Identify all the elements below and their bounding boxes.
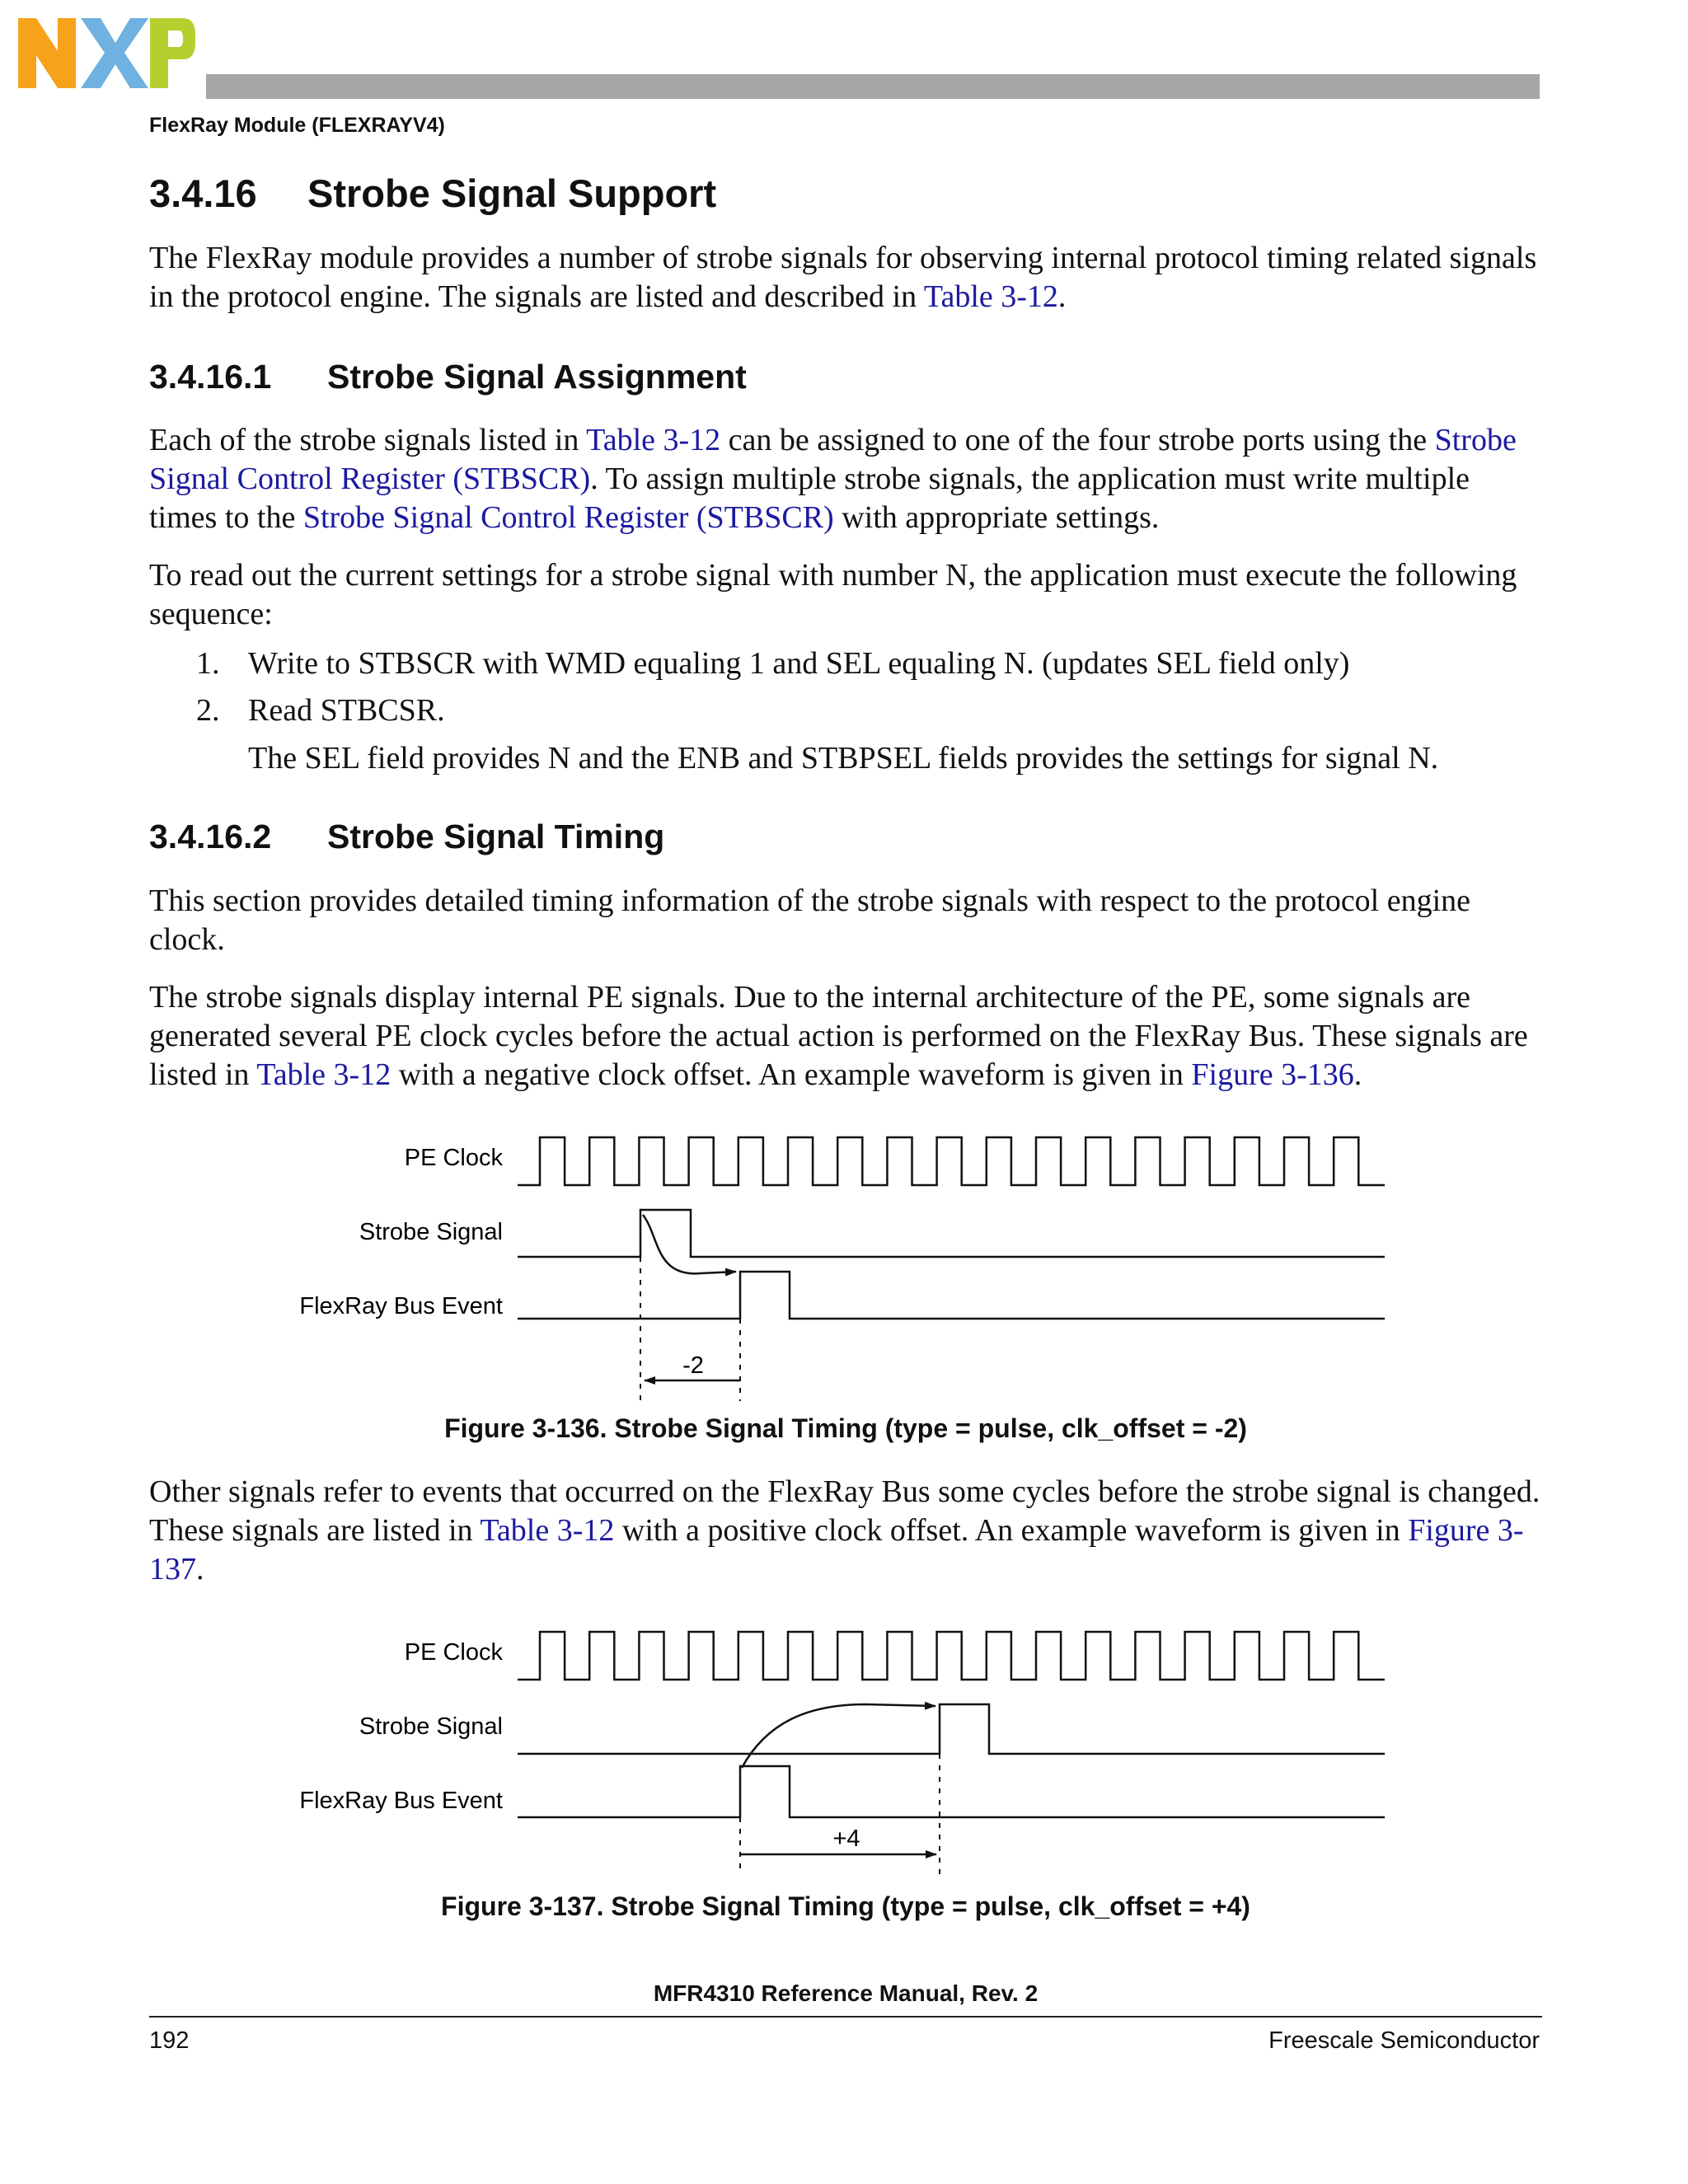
text-run: with a positive clock offset. An example waveform is given in — [614, 1513, 1409, 1548]
section-number: 3.4.16.1 — [149, 358, 272, 396]
subsection-heading — [149, 358, 747, 396]
page-number: 192 — [149, 2027, 190, 2054]
text-run: The strobe signals display internal PE signals. Due to the internal architecture of the PE, some signals are generated several PE clock cycles before the actual action is performed on the FlexRay Bus. These signals are listed in — [149, 980, 1528, 1092]
text-run: . — [1057, 279, 1067, 314]
timing-diagram-positive-offset — [272, 1607, 1401, 1879]
pe-clock-waveform — [518, 1137, 1385, 1185]
text-run: . To assign multiple strobe signals, the application must write multiple times to the — [149, 462, 1470, 535]
header-bar — [206, 74, 1540, 99]
paragraph: To read out the current settings for a strobe signal with number N, the application must execute the following sequence: — [149, 558, 1517, 631]
text-run: The FlexRay module provides a number of strobe signals for observing internal protocol timing related signals in the protocol engine. The signals are listed and described in — [149, 241, 1537, 314]
figure-link[interactable]: Figure 3-137 — [149, 1513, 1524, 1586]
register-link[interactable]: Strobe Signal Control Register (STBSCR) — [149, 423, 1517, 496]
text-run: with a negative clock offset. An example waveform is given in — [391, 1057, 1192, 1092]
paragraph — [149, 978, 1542, 1094]
figure-link[interactable]: Figure 3-136 — [1191, 1057, 1354, 1092]
timing-diagram-negative-offset — [272, 1113, 1401, 1418]
publisher: Freescale Semiconductor — [1268, 2027, 1540, 2054]
subsection-heading — [149, 818, 664, 856]
signal-label-bus-event: FlexRay Bus Event — [299, 1788, 503, 1814]
paragraph: This section provides detailed timing information of the strobe signals with respect to the protocol engine clock. — [149, 883, 1471, 957]
footer-rule — [149, 2016, 1542, 2018]
footer-title: MFR4310 Reference Manual, Rev. 2 — [653, 1980, 1039, 2006]
cause-arrow — [643, 1215, 736, 1273]
paragraph — [149, 239, 1542, 316]
table-link[interactable]: Table 3-12 — [586, 423, 721, 457]
bus-event-waveform — [518, 1272, 1385, 1319]
table-link[interactable]: Table 3-12 — [256, 1057, 392, 1092]
list-text: Write to STBSCR with WMD equaling 1 and SEL equaling N. (updates SEL field only) — [248, 646, 1350, 681]
bus-event-waveform — [518, 1766, 1385, 1817]
section-heading — [149, 171, 716, 216]
signal-label-strobe: Strobe Signal — [359, 1713, 503, 1740]
list-item — [196, 644, 1349, 683]
list-number: 2. — [196, 693, 220, 728]
section-title: Strobe Signal Support — [307, 171, 717, 215]
text-run: Each of the strobe signals listed in — [149, 423, 587, 457]
figure-caption: Figure 3-136. Strobe Signal Timing (type = pulse, clk_offset = -2) — [444, 1413, 1247, 1443]
section-number: 3.4.16.2 — [149, 818, 272, 855]
section-title: Strobe Signal Timing — [327, 818, 665, 855]
signal-label-strobe: Strobe Signal — [359, 1219, 503, 1245]
text-run: Other signals refer to events that occurred on the FlexRay Bus some cycles before the strobe signal is changed. These signals are listed in — [149, 1474, 1540, 1548]
list-note: The SEL field provides N and the ENB and STBPSEL fields provides the settings for signal N. — [248, 741, 1439, 776]
register-link[interactable]: Strobe Signal Control Register (STBSCR) — [302, 500, 834, 535]
pe-clock-waveform — [518, 1632, 1385, 1680]
strobe-waveform — [518, 1210, 1385, 1257]
offset-label: +4 — [832, 1825, 860, 1852]
list-text: Read STBCSR. — [248, 693, 445, 728]
list-item — [196, 691, 445, 730]
strobe-waveform — [518, 1704, 1385, 1754]
section-number: 3.4.16 — [149, 171, 257, 215]
signal-label-bus-event: FlexRay Bus Event — [299, 1293, 503, 1319]
text-run: . — [1353, 1057, 1362, 1092]
signal-label-pe-clock: PE Clock — [404, 1639, 503, 1666]
cause-arrow — [742, 1704, 935, 1768]
list-number: 1. — [196, 646, 220, 681]
text-run: can be assigned to one of the four strobe ports using the — [720, 423, 1435, 457]
figure-caption: Figure 3-137. Strobe Signal Timing (type = pulse, clk_offset = +4) — [441, 1891, 1250, 1921]
text-run: with appropriate settings. — [833, 500, 1160, 535]
section-title: Strobe Signal Assignment — [327, 358, 747, 396]
table-link[interactable]: Table 3-12 — [480, 1513, 615, 1548]
text-run: . — [196, 1552, 204, 1586]
table-link[interactable]: Table 3-12 — [923, 279, 1058, 314]
signal-label-pe-clock: PE Clock — [404, 1145, 503, 1171]
paragraph — [149, 421, 1542, 537]
offset-label: -2 — [682, 1352, 704, 1379]
nxp-logo — [18, 18, 195, 88]
paragraph — [149, 1473, 1542, 1589]
running-header: FlexRay Module (FLEXRAYV4) — [149, 114, 445, 137]
